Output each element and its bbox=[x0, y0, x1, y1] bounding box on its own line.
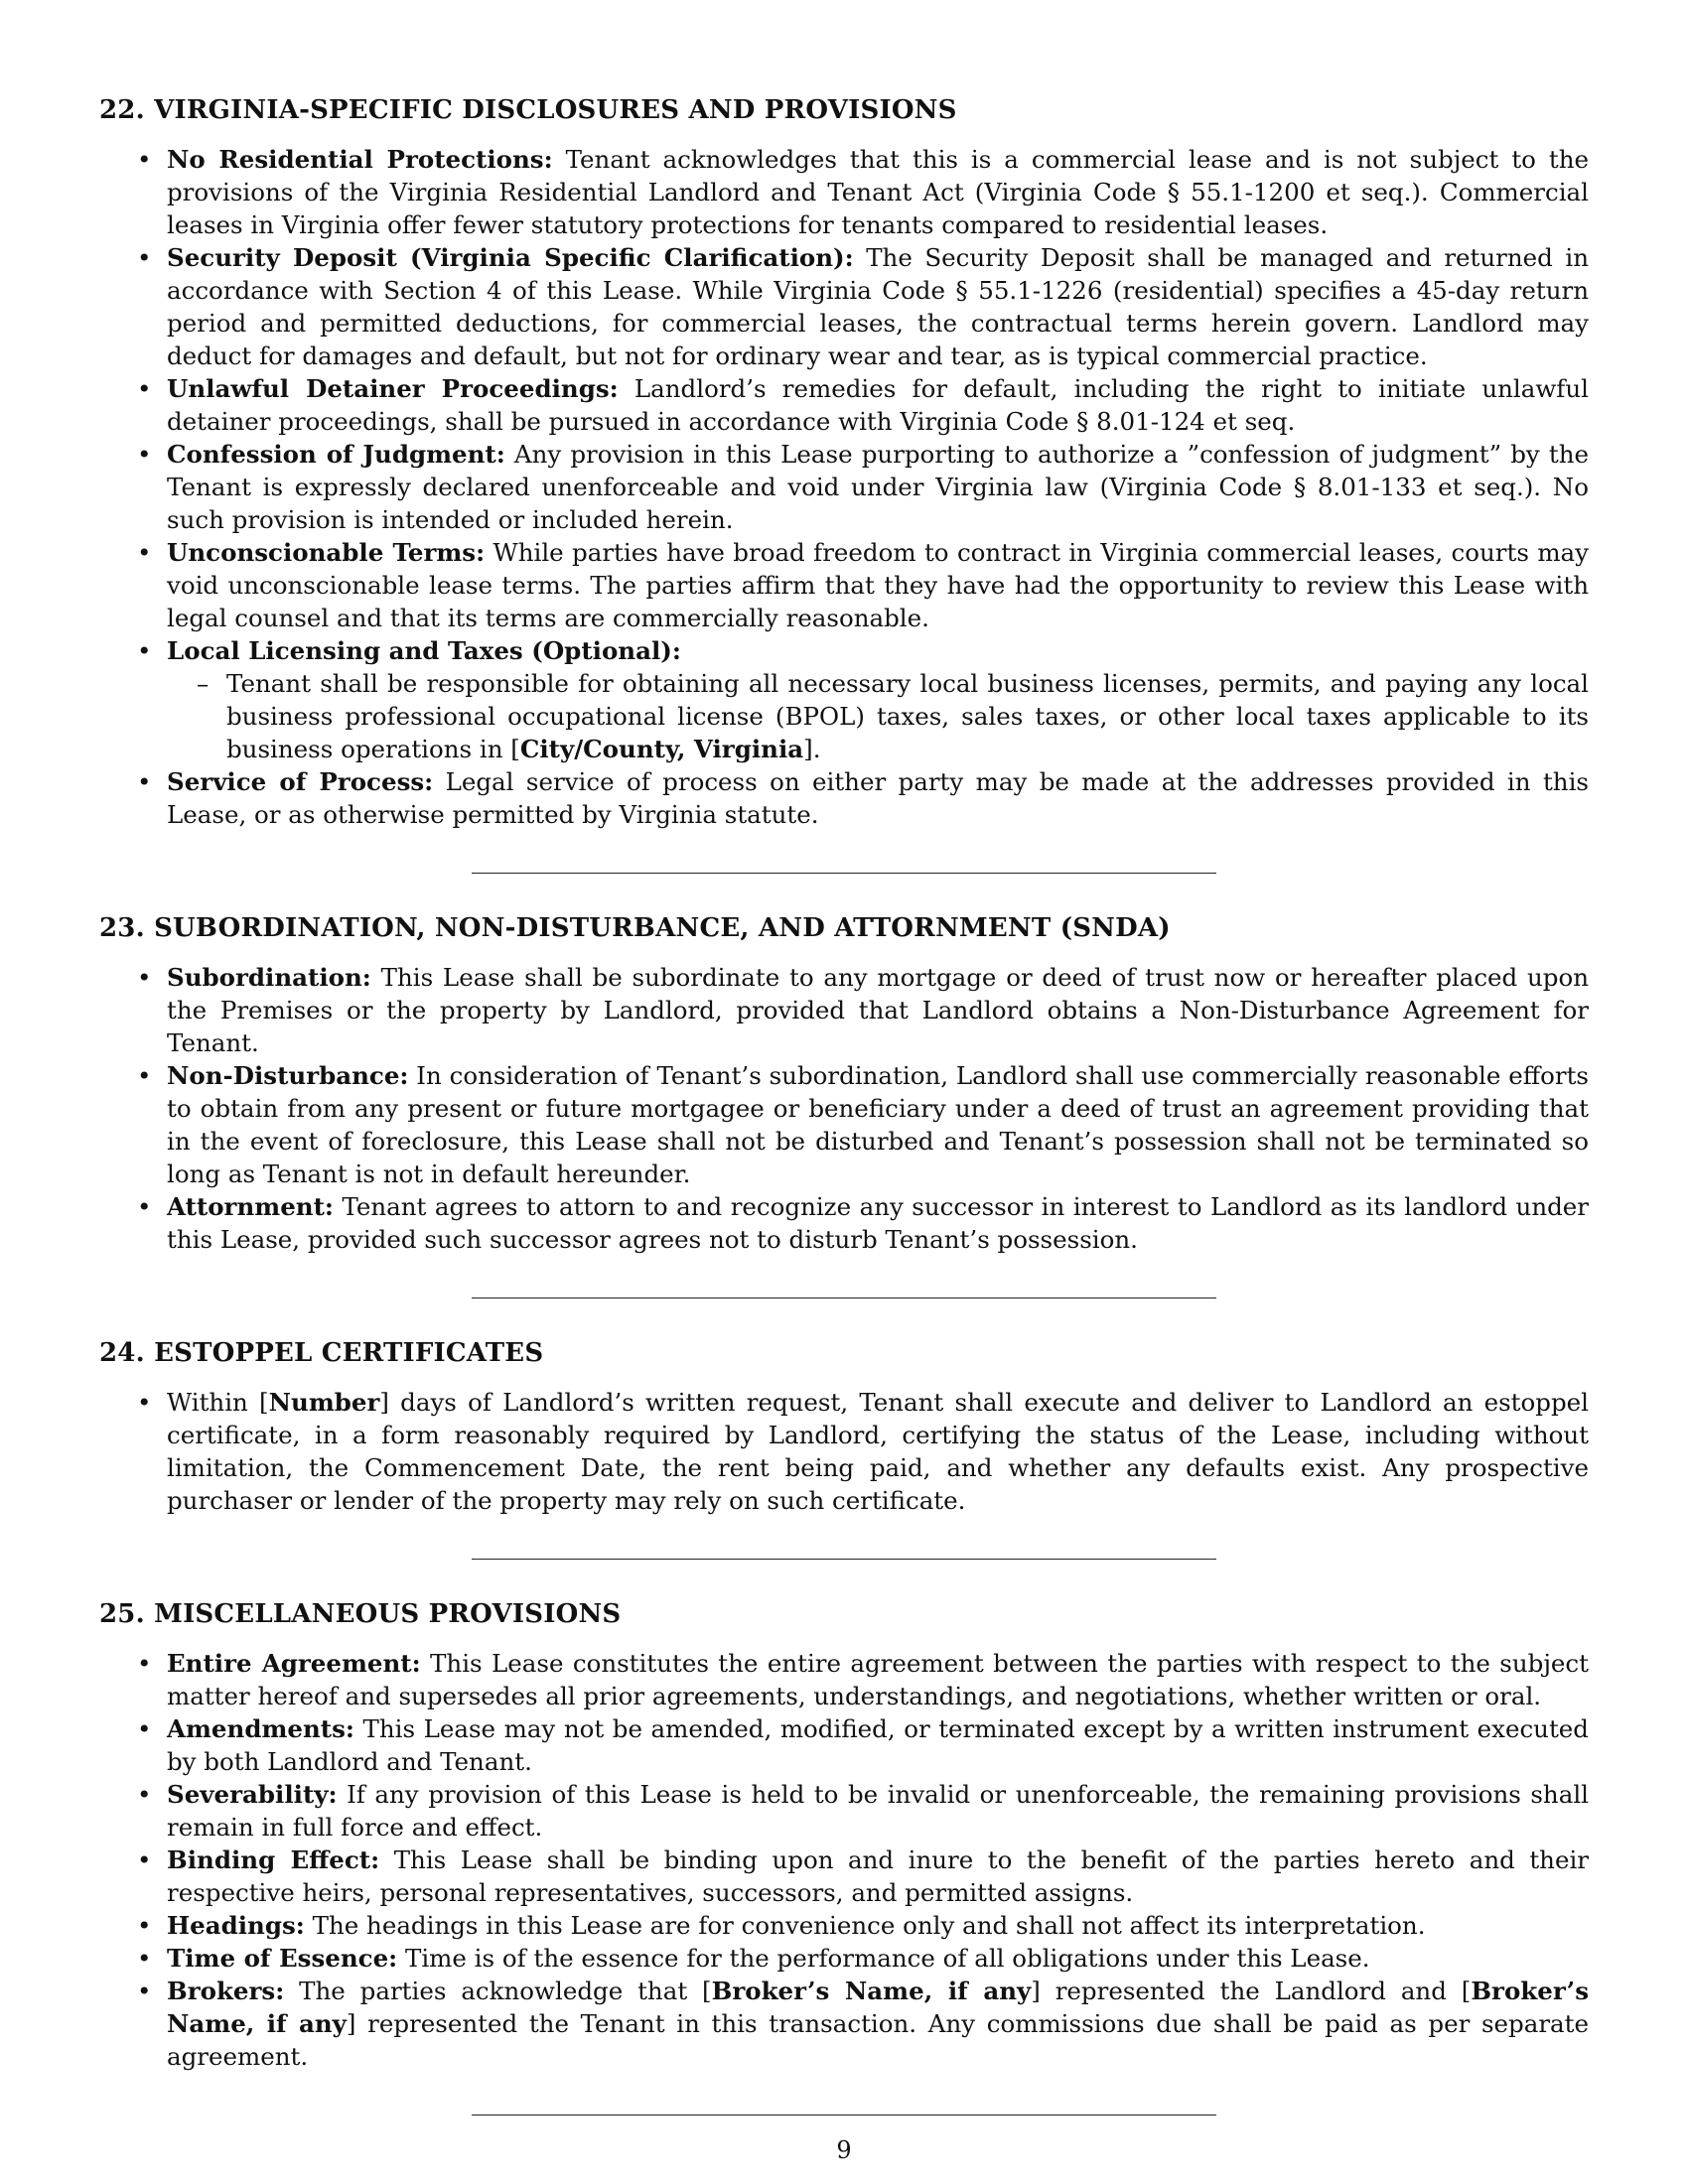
item-text: The Security Deposit shall be managed and returned in accordance with Section 4 of this Lease. While Virginia Code § 55.1-1226 (residential) specifies a 45-day return period and permitted deductions, for commercial leases, the contractual terms herein govern. Landlord may deduct for damages and default, but not for ordinary wear and tear, as is typical commercial practice. bbox=[167, 243, 1589, 370]
list-item bbox=[167, 1712, 1589, 1778]
item-text: The headings in this Lease are for convenience only and shall not affect its interpretation. bbox=[304, 1911, 1426, 1940]
document-page bbox=[99, 95, 1589, 2155]
item-text: This Lease shall be subordinate to any mortgage or deed of trust now or hereafter placed upon the Premises or the property by Landlord, provided that Landlord obtains a Non-Disturbance Agreement for Tenant. bbox=[167, 963, 1589, 1057]
item-text: Tenant agrees to attorn to and recognize any successor in interest to Landlord as its landlord under this Lease, provided such successor agrees not to disturb Tenant’s possession. bbox=[167, 1192, 1589, 1254]
list-item bbox=[167, 1059, 1589, 1190]
item-lead: Non-Disturbance: bbox=[167, 1061, 409, 1090]
section-heading: 24. ESTOPPEL CERTIFICATES bbox=[99, 1338, 544, 1368]
section-24 bbox=[99, 1338, 1589, 1517]
item-text: In consideration of Tenant’s subordination, Landlord shall use commercially reasonable efforts to obtain from any present or future mortgagee or beneficiary under a deed of trust an agreement providing that in the event of foreclosure, this Lease shall not be disturbed and Tenant’s possession shall not be terminated so long as Tenant is not in default hereunder. bbox=[167, 1061, 1589, 1188]
item-text: The parties acknowledge that [ bbox=[284, 1977, 712, 2005]
placeholder-number: Number bbox=[268, 1388, 380, 1417]
provision-list bbox=[99, 961, 1589, 1256]
item-text-end: ] represented the Tenant in this transaction. Any commissions due shall be paid as per separate agreement. bbox=[167, 2009, 1589, 2071]
list-item bbox=[167, 1386, 1589, 1517]
sub-item-text-end: ]. bbox=[803, 735, 821, 763]
item-text: Legal service of process on either party may be made at the addresses provided in this Lease, or as otherwise permitted by Virginia statute. bbox=[167, 767, 1589, 829]
item-text-end: ] days of Landlord’s written request, Tenant shall execute and deliver to Landlord an estoppel certificate, in a form reasonably required by Landlord, certifying the status of the Lease, including without limitation, the Commencement Date, the rent being paid, and whether any defaults exist. Any prospective purchaser or lender of the property may rely on such certificate. bbox=[167, 1388, 1589, 1515]
item-lead: Severability: bbox=[167, 1780, 338, 1809]
item-lead: No Residential Protections: bbox=[167, 145, 553, 174]
section-divider bbox=[472, 1559, 1216, 1560]
list-item bbox=[167, 1942, 1589, 1975]
item-lead: Local Licensing and Taxes (Optional): bbox=[167, 636, 681, 665]
list-item bbox=[167, 765, 1589, 831]
section-23 bbox=[99, 913, 1589, 1256]
item-lead: Entire Agreement: bbox=[167, 1649, 421, 1678]
item-lead: Confession of Judgment: bbox=[167, 440, 505, 469]
item-text: If any provision of this Lease is held to be invalid or unenforceable, the remaining provisions shall remain in full force and effect. bbox=[167, 1780, 1589, 1842]
list-item bbox=[167, 241, 1589, 372]
list-item bbox=[167, 1909, 1589, 1942]
placeholder-broker-landlord: Broker’s Name, if any bbox=[711, 1977, 1032, 2005]
list-item bbox=[167, 143, 1589, 241]
list-item bbox=[167, 634, 1589, 765]
section-22 bbox=[99, 95, 1589, 831]
list-item bbox=[167, 1778, 1589, 1843]
item-text: Any provision in this Lease purporting to authorize a ”confession of judgment” by the Tenant is expressly declared unenforceable and void under Virginia law (Virginia Code § 8.01-133 et seq.). No such provision is intended or included herein. bbox=[167, 440, 1589, 534]
sub-list-item bbox=[226, 667, 1589, 765]
item-lead: Subordination: bbox=[167, 963, 371, 992]
list-item bbox=[167, 1647, 1589, 1712]
provision-list bbox=[99, 1386, 1589, 1517]
item-lead: Brokers: bbox=[167, 1977, 285, 2005]
item-lead: Unconscionable Terms: bbox=[167, 538, 486, 567]
placeholder-broker-tenant: Broker’s Name, if any bbox=[167, 1977, 1589, 2038]
item-text: This Lease shall be binding upon and inure to the benefit of the parties hereto and their respective heirs, personal representatives, successors, and permitted assigns. bbox=[167, 1845, 1590, 1907]
provision-list bbox=[99, 1647, 1589, 2073]
section-25 bbox=[99, 1599, 1589, 2073]
item-text: Within [ bbox=[167, 1388, 269, 1417]
item-lead: Amendments: bbox=[167, 1714, 354, 1743]
section-divider bbox=[472, 873, 1216, 874]
item-lead: Attornment: bbox=[167, 1192, 334, 1221]
section-heading: 23. SUBORDINATION, NON-DISTURBANCE, AND ATTORNMENT (SNDA) bbox=[99, 913, 1171, 943]
item-lead: Unlawful Detainer Proceedings: bbox=[167, 374, 619, 403]
list-item bbox=[167, 1975, 1589, 2073]
list-item bbox=[167, 1190, 1589, 1256]
list-item bbox=[167, 961, 1589, 1059]
item-text: This Lease constitutes the entire agreement between the parties with respect to the subject matter hereof and supersedes all prior agreements, understandings, and negotiations, whether written or oral. bbox=[167, 1649, 1589, 1710]
section-divider bbox=[472, 1297, 1216, 1298]
item-text: While parties have broad freedom to contract in Virginia commercial leases, courts may void unconscionable lease terms. The parties affirm that they have had the opportunity to review this Lease with legal counsel and that its terms are commercially reasonable. bbox=[167, 538, 1590, 632]
sub-list bbox=[167, 667, 1589, 765]
item-lead: Binding Effect: bbox=[167, 1845, 380, 1874]
list-item bbox=[167, 536, 1589, 634]
item-text: Tenant acknowledges that this is a commercial lease and is not subject to the provisions of the Virginia Residential Landlord and Tenant Act (Virginia Code § 55.1-1200 et seq.). Commercial leases in Virginia offer fewer statutory protections for tenants compared to residential leases. bbox=[167, 145, 1589, 239]
item-text: This Lease may not be amended, modified, or terminated except by a written instrument executed by both Landlord and Tenant. bbox=[167, 1714, 1589, 1776]
item-lead: Time of Essence: bbox=[167, 1944, 398, 1973]
section-heading: 25. MISCELLANEOUS PROVISIONS bbox=[99, 1599, 622, 1629]
provision-list bbox=[99, 143, 1589, 831]
page-number: 9 bbox=[836, 2136, 852, 2164]
item-text: Time is of the essence for the performance of all obligations under this Lease. bbox=[397, 1944, 1370, 1973]
item-text: ] represented the Landlord and [ bbox=[1031, 1977, 1472, 2005]
item-lead: Security Deposit (Virginia Specific Clarification): bbox=[167, 243, 854, 272]
section-divider bbox=[472, 2115, 1216, 2116]
list-item bbox=[167, 372, 1589, 438]
list-item bbox=[167, 1843, 1589, 1909]
item-lead: Headings: bbox=[167, 1911, 305, 1940]
section-heading: 22. VIRGINIA-SPECIFIC DISCLOSURES AND PROVISIONS bbox=[99, 95, 957, 125]
item-lead: Service of Process: bbox=[167, 767, 434, 796]
placeholder-city-county: City/County, Virginia bbox=[519, 735, 804, 763]
item-text: Landlord’s remedies for default, including the right to initiate unlawful detainer proceedings, shall be pursued in accordance with Virginia Code § 8.01-124 et seq. bbox=[167, 374, 1589, 436]
sub-item-text: Tenant shall be responsible for obtaining all necessary local business licenses, permits, and paying any local business professional occupational license (BPOL) taxes, sales taxes, or other local taxes applicable to its business operations in [ bbox=[226, 669, 1589, 763]
list-item bbox=[167, 438, 1589, 536]
